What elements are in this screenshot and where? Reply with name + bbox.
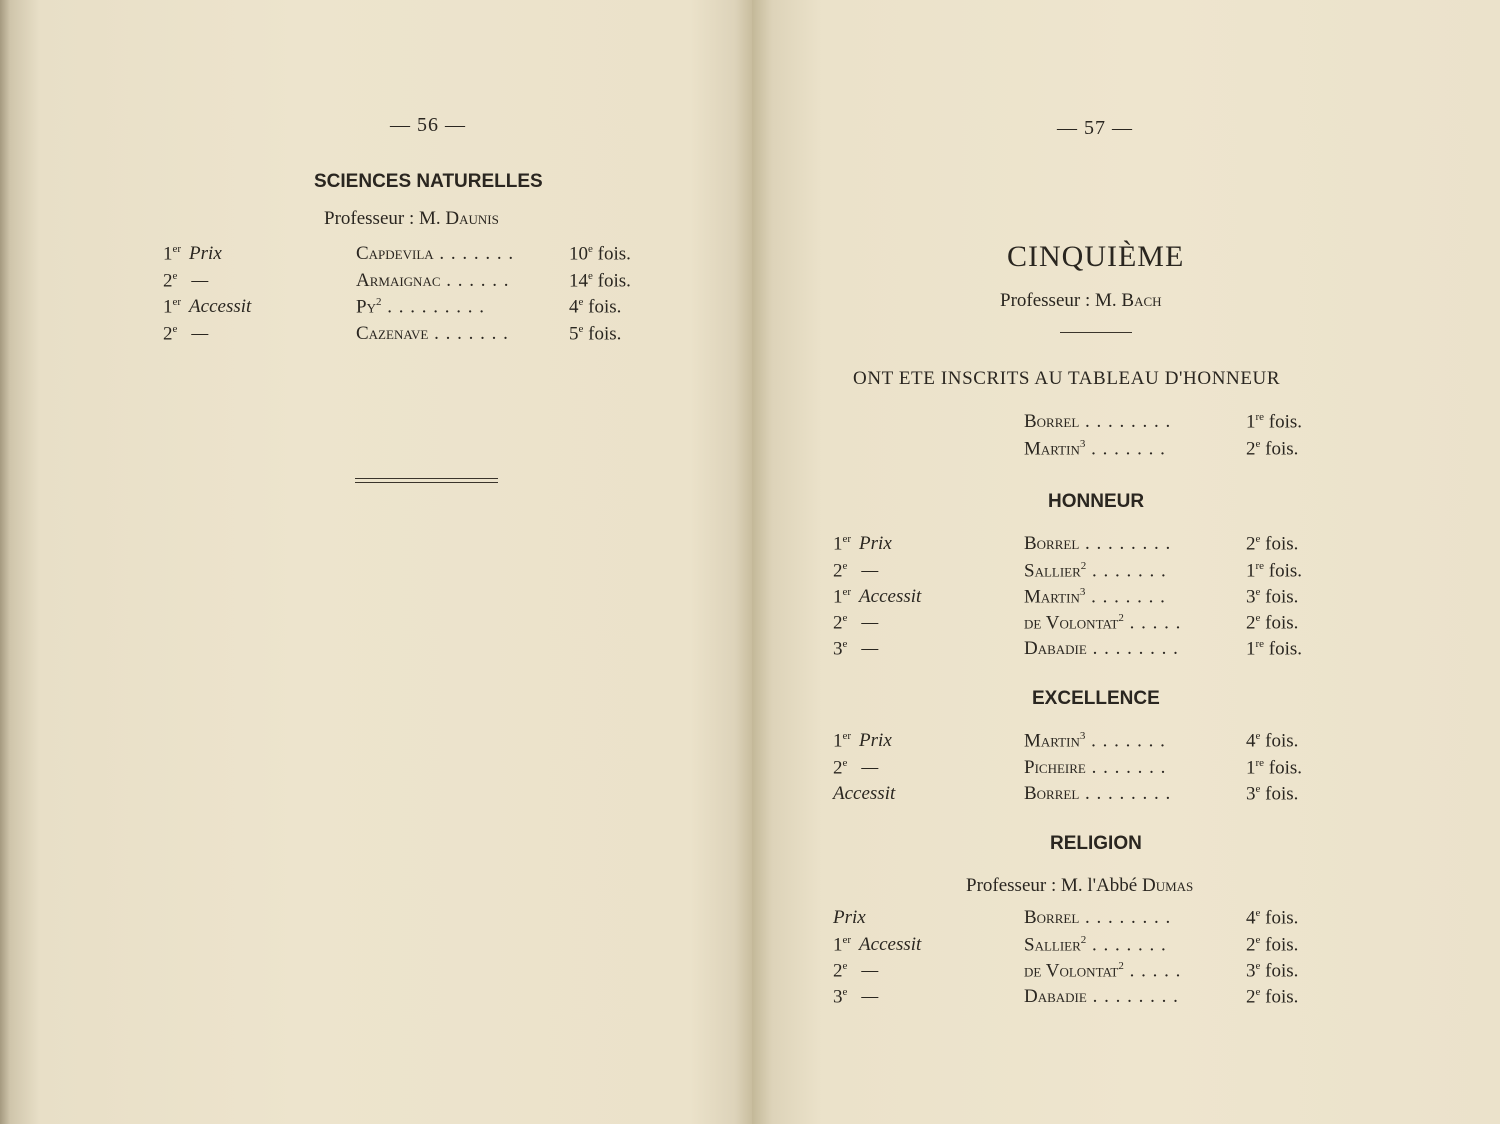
- page-number: — 56 —: [390, 114, 466, 136]
- student-name: Borrel . . . . . . . .: [1024, 907, 1172, 928]
- student-name: Martin$^3$ . . . . . . .: [1024, 586, 1166, 608]
- section-title: SCIENCES NATURELLES: [314, 171, 543, 192]
- times-count: 3e fois.: [1246, 586, 1299, 608]
- student-name: Dabadie . . . . . . . .: [1024, 986, 1179, 1007]
- student-name: Martin$^3$ . . . . . . .: [1024, 730, 1166, 752]
- times-count: 1re fois.: [1246, 757, 1303, 779]
- times-count: 2e fois.: [1246, 612, 1299, 634]
- rank-label: 1er Accessit: [163, 296, 252, 318]
- rank-label: 1er Prix: [833, 533, 892, 555]
- honneur-title: HONNEUR: [1048, 491, 1145, 512]
- title-underline: [1060, 332, 1132, 333]
- student-name: Borrel . . . . . . . .: [1024, 783, 1172, 804]
- student-name: Picheire . . . . . . .: [1024, 757, 1167, 778]
- rank-label: Prix: [833, 907, 866, 928]
- times-count: 2e fois.: [1246, 438, 1299, 460]
- professor-label: Professeur : M. l'Abbé: [966, 875, 1138, 896]
- times-count: 4e fois.: [1246, 730, 1299, 752]
- times-count: 1re fois.: [1246, 638, 1303, 660]
- professor-label: Professeur : M.: [1000, 290, 1117, 311]
- times-count: 4e fois.: [569, 296, 622, 318]
- rank-label: 1er Accessit: [833, 934, 922, 956]
- student-name: Borrel . . . . . . . .: [1024, 411, 1172, 432]
- rank-label: 2e —: [833, 960, 879, 982]
- times-count: 14e fois.: [569, 270, 631, 292]
- student-name: de Volontat$^2$ . . . . .: [1024, 960, 1182, 982]
- student-name: Borrel . . . . . . . .: [1024, 533, 1172, 554]
- tableau-heading: ONT ETE INSCRITS AU TABLEAU D'HONNEUR: [853, 368, 1281, 389]
- times-count: 2e fois.: [1246, 533, 1299, 555]
- rank-label: Accessit: [833, 783, 896, 804]
- page-number: — 57 —: [1057, 117, 1133, 139]
- rank-label: 2e —: [833, 560, 879, 582]
- times-count: 3e fois.: [1246, 960, 1299, 982]
- times-count: 5e fois.: [569, 323, 622, 345]
- rank-label: 2e —: [163, 270, 209, 292]
- student-name: de Volontat$^2$ . . . . .: [1024, 612, 1182, 634]
- times-count: 2e fois.: [1246, 934, 1299, 956]
- times-count: 1re fois.: [1246, 560, 1303, 582]
- right-page: [752, 0, 1500, 1124]
- professor-name: Daunis: [445, 208, 499, 229]
- rank-label: 2e —: [833, 757, 879, 779]
- divider-rule: [355, 482, 498, 483]
- divider-rule: [355, 478, 498, 479]
- religion-professor-line: [966, 875, 1193, 897]
- rank-label: 1er Prix: [833, 730, 892, 752]
- student-name: Sallier$^2$ . . . . . . .: [1024, 560, 1167, 582]
- rank-label: 1er Prix: [163, 243, 222, 265]
- student-name: Capdevila . . . . . . .: [356, 243, 515, 264]
- rank-label: 3e —: [833, 638, 879, 660]
- times-count: 3e fois.: [1246, 783, 1299, 805]
- student-name: Martin$^3$ . . . . . . .: [1024, 438, 1166, 460]
- professor-line: [1000, 290, 1162, 312]
- student-name: Armaignac . . . . . .: [356, 270, 510, 291]
- excellence-title: EXCELLENCE: [1032, 688, 1160, 709]
- student-name: Py$^2$ . . . . . . . . .: [356, 296, 485, 318]
- times-count: 2e fois.: [1246, 986, 1299, 1008]
- times-count: 1re fois.: [1246, 411, 1303, 433]
- professor-label: Professeur : M.: [324, 208, 441, 229]
- professor-name: Dumas: [1141, 875, 1194, 896]
- religion-title: RELIGION: [1050, 833, 1142, 854]
- times-count: 10e fois.: [569, 243, 631, 265]
- rank-label: 2e —: [833, 612, 879, 634]
- student-name: Sallier$^2$ . . . . . . .: [1024, 934, 1167, 956]
- professor-name: Bach: [1121, 290, 1162, 311]
- rank-label: 3e —: [833, 986, 879, 1008]
- rank-label: 1er Accessit: [833, 586, 922, 608]
- professor-line: [324, 208, 499, 230]
- student-name: Dabadie . . . . . . . .: [1024, 638, 1179, 659]
- times-count: 4e fois.: [1246, 907, 1299, 929]
- class-title: CINQUIÈME: [1007, 240, 1185, 273]
- rank-label: 2e —: [163, 323, 209, 345]
- student-name: Cazenave . . . . . . .: [356, 323, 509, 344]
